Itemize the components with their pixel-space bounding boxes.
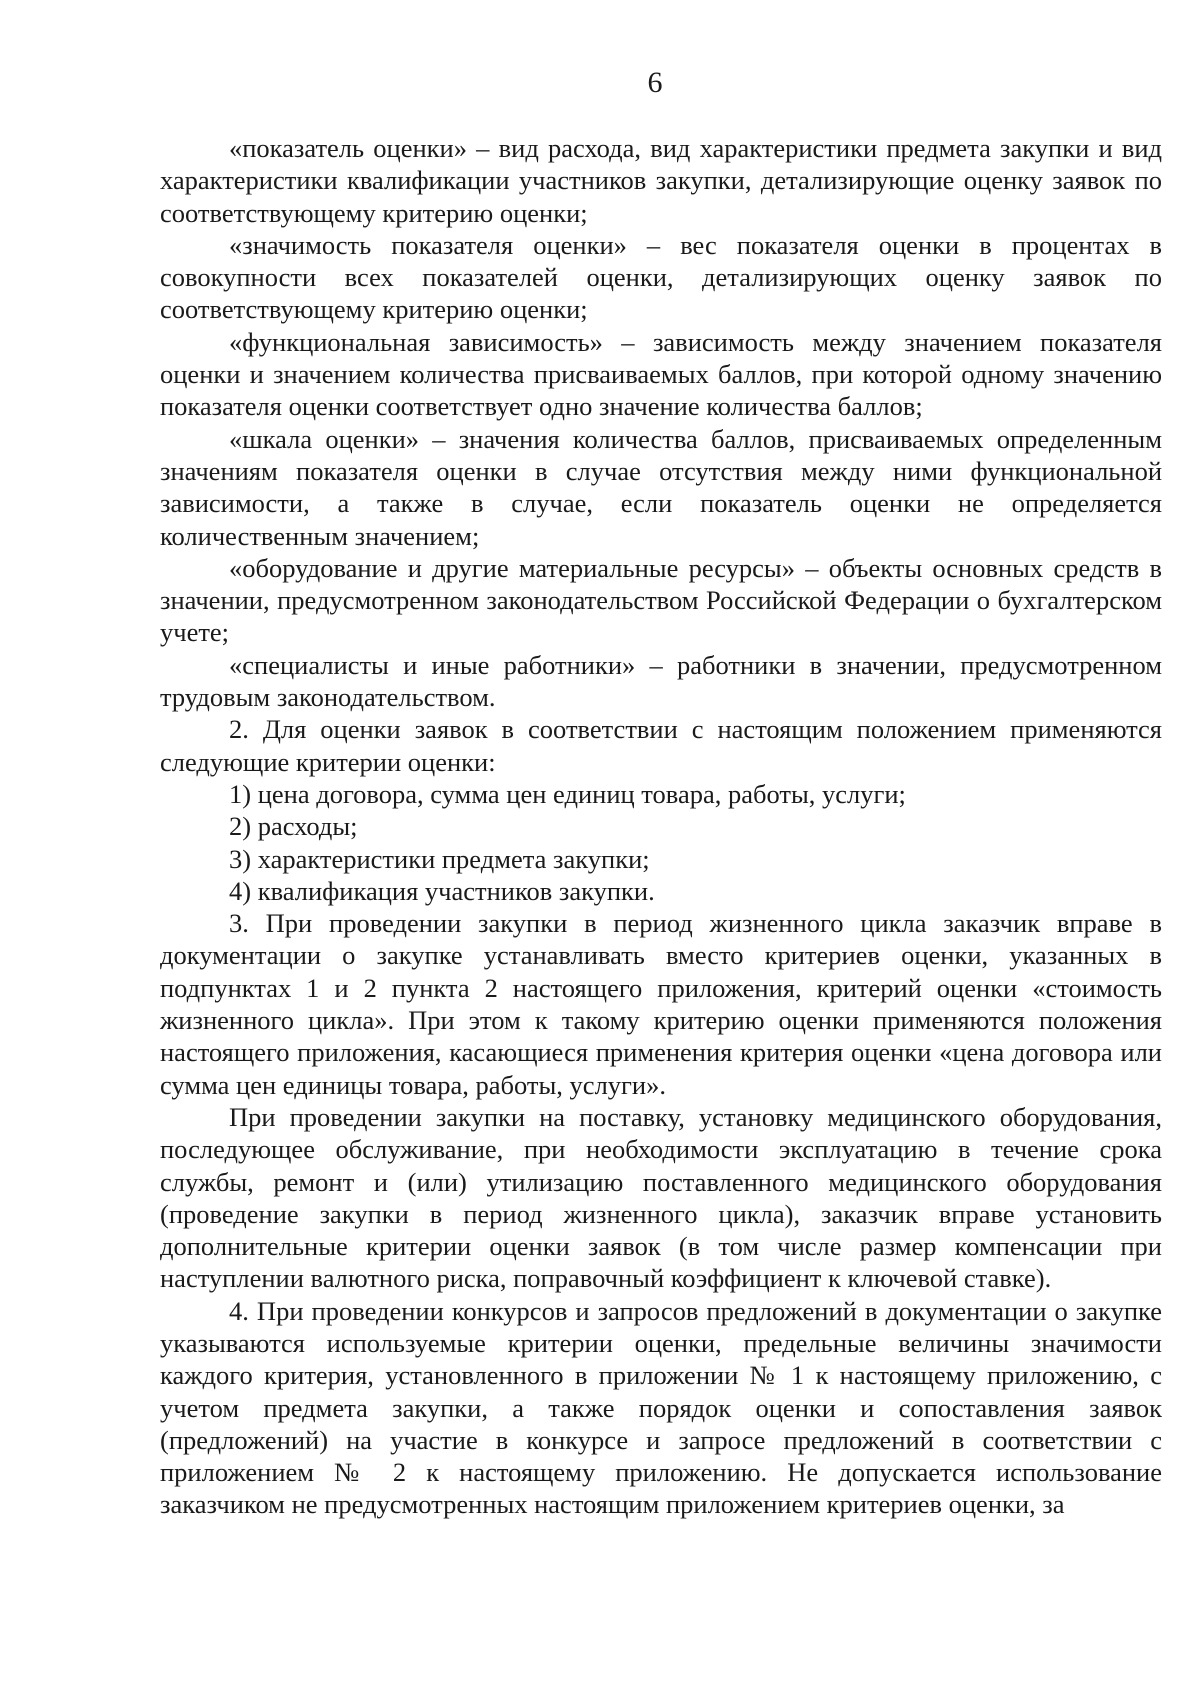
clause-paragraph: 3. При проведении закупки в период жизненного цикла заказчик вправе в документации о закупке устанавливать вместо критериев оценки, указанных в подпунктах 1 и 2 пункта 2 настоящего приложения, критерий оценки «стоимость жизненного цикла». При этом к такому критерию оценки применяются положения настоящего приложения, касающиеся применения критерия оценки «цена договора или сумма цен единицы товара, работы, услуги». [160,908,1162,1100]
definition-paragraph: «специалисты и иные работники» – работники в значении, предусмотренном трудовым законодательством. [160,649,1162,713]
definition-paragraph: «шкала оценки» – значения количества баллов, присваиваемых определенным значениям показателя оценки в случае отсутствия между ними функциональной зависимости, а также в случае, если показатель оценки не определяется количественным значением; [160,423,1162,551]
criteria-list-item: 1) цена договора, сумма цен единиц товара, работы, услуги; [229,778,906,809]
definition-paragraph: «оборудование и другие материальные ресурсы» – объекты основных средств в значении, предусмотренном законодательством Российской Федерации о бухгалтерском учете; [160,552,1162,648]
definition-paragraph: «значимость показателя оценки» – вес показателя оценки в процентах в совокупности всех показателей оценки, детализирующих оценку заявок по соответствующему критерию оценки; [160,229,1162,325]
document-body [160,132,1162,1521]
definition-paragraph: «функциональная зависимость» – зависимость между значением показателя оценки и значением количества присваиваемых баллов, при которой одному значению показателя оценки соответствует одно значение количества баллов; [160,326,1162,422]
criteria-list-item: 4) квалификация участников закупки. [229,875,655,906]
clause-paragraph: 4. При проведении конкурсов и запросов предложений в документации о закупке указываются используемые критерии оценки, предельные величины значимости каждого критерия, установленного в приложении № 1 к настоящему приложению, с учетом предмета закупки, а также порядок оценки и сопоставления заявок (предложений) на участие в конкурсе и запросе предложений в соответствии с приложением № 2 к настоящему приложению. Не допускается использование заказчиком не предусмотренных настоящим приложением критериев оценки, за [160,1295,1162,1520]
clause-paragraph: При проведении закупки на поставку, установку медицинского оборудования, последующее обслуживание, при необходимости эксплуатацию в течение срока службы, ремонт и (или) утилизацию поставленного медицинского оборудования (проведение закупки в период жизненного цикла), заказчик вправе установить дополнительные критерии оценки заявок (в том числе размер компенсации при наступлении валютного риска, поправочный коэффициент к ключевой ставке). [160,1101,1162,1294]
criteria-list-item: 3) характеристики предмета закупки; [229,843,650,874]
clause-paragraph: 2. Для оценки заявок в соответствии с настоящим положением применяются следующие критерии оценки: [160,714,1162,777]
criteria-list-item: 2) расходы; [229,811,358,842]
page-number: 6 [647,66,663,99]
definition-paragraph: «показатель оценки» – вид расхода, вид характеристики предмета закупки и вид характеристики квалификации участников закупки, детализирующие оценку заявок по соответствующему критерию оценки; [160,133,1162,228]
